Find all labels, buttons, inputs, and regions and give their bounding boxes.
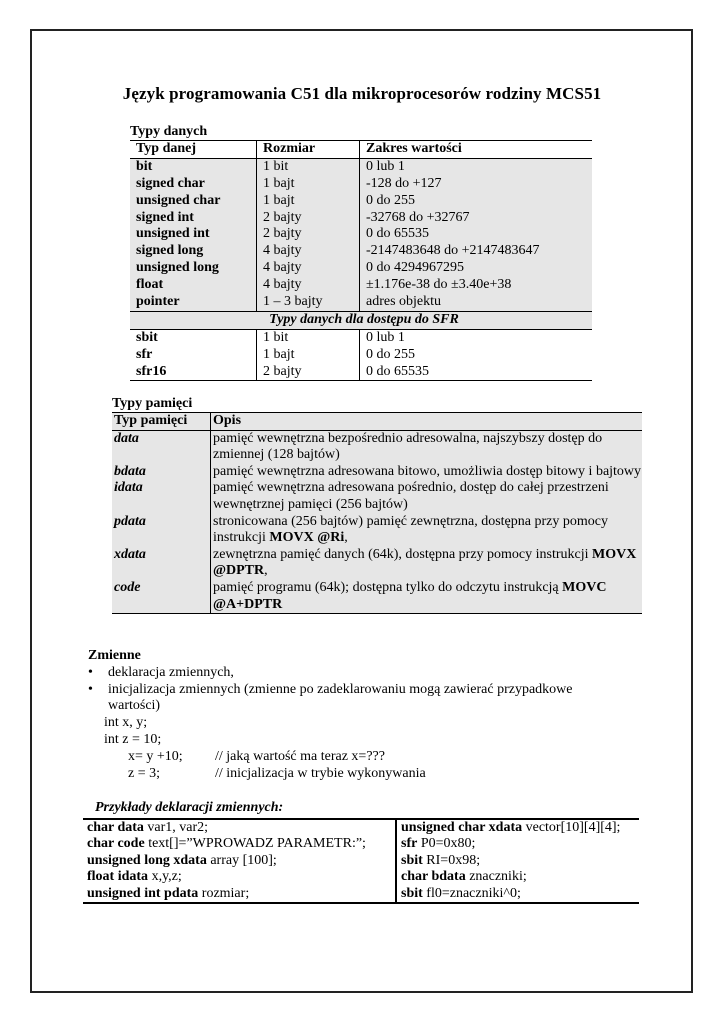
type-cell: signed char [130,176,257,193]
table-row [112,580,642,614]
type-cell: signed int [130,210,257,227]
data-types-table [130,140,592,381]
code-text: vector[10][4][4]; [522,820,621,835]
table-row [112,514,642,547]
description-text: pamięć programu (64k); dostępna tylko do odczytu instrukcją [213,579,563,595]
description-cell [211,580,643,614]
size-cell: 1 bajt [257,193,360,210]
code-keyword: sbit [401,852,423,868]
description-cell [211,430,643,464]
description-text: stronicowana (256 bajtów) pamięć zewnętrzna, dostępna przy pomocy instrukcji [213,513,608,546]
type-cell: sbit [130,329,257,346]
range-cell: 0 do 65535 [366,226,429,242]
list-item [88,682,573,699]
examples-caption: Przykłady deklaracji zmiennych: [95,800,284,815]
punctuation-text: , [344,530,348,546]
code-keyword: unsigned char xdata [401,820,523,835]
examples-table [83,818,639,904]
type-cell: float [130,277,257,294]
code-line [88,766,573,783]
examples-right-column [396,819,639,903]
column-header: Typ pamięci [112,413,211,431]
description-cell [211,547,643,580]
size-cell: 1 bajt [257,176,360,193]
code-line [87,820,395,836]
size-cell: 1 bit [257,158,360,175]
variables-section [88,648,573,782]
memory-types-caption: Typy pamięci [112,396,193,411]
type-cell: pointer [130,294,257,311]
table-row [130,260,592,277]
description-text: pamięć wewnętrzna adresowana bitowo, umożliwia dostęp bitowy i bajtowy [213,463,642,479]
code-keyword: sbit [401,885,423,901]
code-keyword: char bdata [401,869,466,885]
code-text: RI=0x98; [422,852,481,868]
code-comment: // inicjalizacja w trybie wykonywania [215,765,426,781]
table-row [112,480,642,513]
table-row [112,547,642,580]
code-line [87,836,395,852]
type-cell: bit [130,158,257,175]
page-title: Język programowania C51 dla mikroprocesorów rodziny MCS51 [122,84,602,103]
code-line [401,869,639,885]
bullet-text: inicjalizacja zmiennych (zmienne po zadeklarowaniu mogą zawierać przypadkowe [108,681,573,697]
type-cell: unsigned int [130,226,257,243]
description-text: zewnętrzna pamięć danych (64k), dostępna przy pomocy instrukcji [213,546,593,562]
examples-left-column [83,819,396,903]
code-line [401,886,639,902]
code-line [87,886,395,902]
range-cell: 0 do 65535 [360,364,593,381]
column-header: Opis [211,413,643,431]
table-header-row [112,413,642,431]
table-row [130,193,592,210]
code-text: var1, var2; [143,820,209,835]
description-cell [211,464,643,481]
memory-type-cell: idata [112,480,211,513]
table-row [130,226,592,243]
code-text: znaczniki; [465,869,527,885]
instruction-text: MOVC @A+DPTR [213,579,607,612]
table-row [130,347,592,364]
type-cell: sfr16 [130,364,257,381]
column-header: Typ danej [130,141,257,159]
sfr-header-row [130,311,592,329]
table-row [83,819,639,903]
column-header: Zakres wartości [360,141,593,159]
code-text: rozmiar; [198,885,250,901]
bullet-text: deklaracja zmiennych, [108,664,234,680]
data-types-caption: Typy danych [130,124,208,139]
punctuation-text: , [264,563,268,579]
bullet-text-continued: wartości) [108,698,161,714]
table-row [112,464,642,481]
memory-type-cell: bdata [112,464,211,481]
code-line [87,869,395,885]
code-line [88,749,573,766]
description-text: pamięć wewnętrzna bezpośrednio adresowalna, najszybszy dostęp do zmiennej (128 bajtów) [213,430,603,463]
code-text: fl0=znaczniki^0; [422,885,521,901]
table-row [130,277,592,294]
code-text: P0=0x80; [417,836,476,852]
code-keyword: unsigned long xdata [87,852,207,868]
table-row [130,210,592,227]
memory-type-cell: data [112,430,211,464]
size-cell: 4 bajty [257,260,360,277]
code-text: text[]=”WPROWADZ PARAMETR:”; [144,836,366,852]
table-header-row [130,141,592,159]
code-text: z = 3; [128,765,160,781]
range-cell: 0 do 255 [366,192,415,208]
range-cell: 0 do 255 [366,346,415,362]
range-cell: 0 do 4294967295 [366,260,464,276]
column-header: Rozmiar [257,141,360,159]
type-cell: unsigned long [130,260,257,277]
instruction-text: MOVX @DPTR [213,546,637,579]
size-cell: 4 bajty [257,277,360,294]
code-line [87,853,395,869]
size-cell: 1 bajt [257,347,360,364]
size-cell: 2 bajty [257,226,360,243]
range-cell: -128 do +127 [366,175,442,191]
size-cell: 2 bajty [257,210,360,227]
description-text: pamięć wewnętrzna adresowana pośrednio, dostęp do całej przestrzeni wewnętrznej pamięci (256 bajtów) [213,480,609,512]
table-row [130,329,592,346]
memory-type-cell: xdata [112,547,211,580]
code-line: int x, y; [104,715,148,731]
type-cell: signed long [130,243,257,260]
range-cell: adres objektu [366,294,442,310]
code-keyword: char data [87,820,144,835]
bullet-icon: • [88,681,93,697]
code-keyword: unsigned int pdata [87,885,199,901]
memory-type-cell: code [112,580,211,614]
bullet-icon: • [88,664,93,680]
size-cell: 4 bajty [257,243,360,260]
code-keyword: float idata [87,869,149,885]
code-text: x,y,z; [148,869,182,885]
table-row [112,430,642,464]
code-line [401,836,639,852]
sfr-header: Typy danych dla dostępu do SFR [130,311,592,329]
table-row [130,158,592,175]
code-text: array [100]; [206,852,277,868]
type-cell: unsigned char [130,193,257,210]
instruction-text: MOVX @Ri [269,530,345,546]
code-line: int z = 10; [104,731,162,747]
code-line [401,820,639,836]
memory-types-table [112,412,642,614]
table-row [130,176,592,193]
size-cell: 1 bit [257,329,360,346]
size-cell: 1 – 3 bajty [257,294,360,311]
list-item [88,665,573,682]
range-cell: -2147483648 do +2147483647 [366,243,540,259]
code-line [401,853,639,869]
range-cell: ±1.176e-38 do ±3.40e+38 [366,277,512,293]
range-cell: 0 lub 1 [366,329,405,345]
code-keyword: sfr [401,836,418,852]
variables-heading: Zmienne [88,648,141,663]
description-cell [211,514,643,547]
range-cell: -32768 do +32767 [366,209,470,225]
size-cell: 2 bajty [257,364,360,381]
table-row [130,243,592,260]
memory-type-cell: pdata [112,514,211,547]
code-text: x= y +10; [128,748,183,764]
range-cell: 0 lub 1 [366,158,405,174]
table-row [130,294,592,311]
description-cell [211,480,643,513]
type-cell: sfr [130,347,257,364]
code-keyword: char code [87,836,145,852]
code-comment: // jaką wartość ma teraz x=??? [215,748,385,764]
table-row [130,364,592,381]
